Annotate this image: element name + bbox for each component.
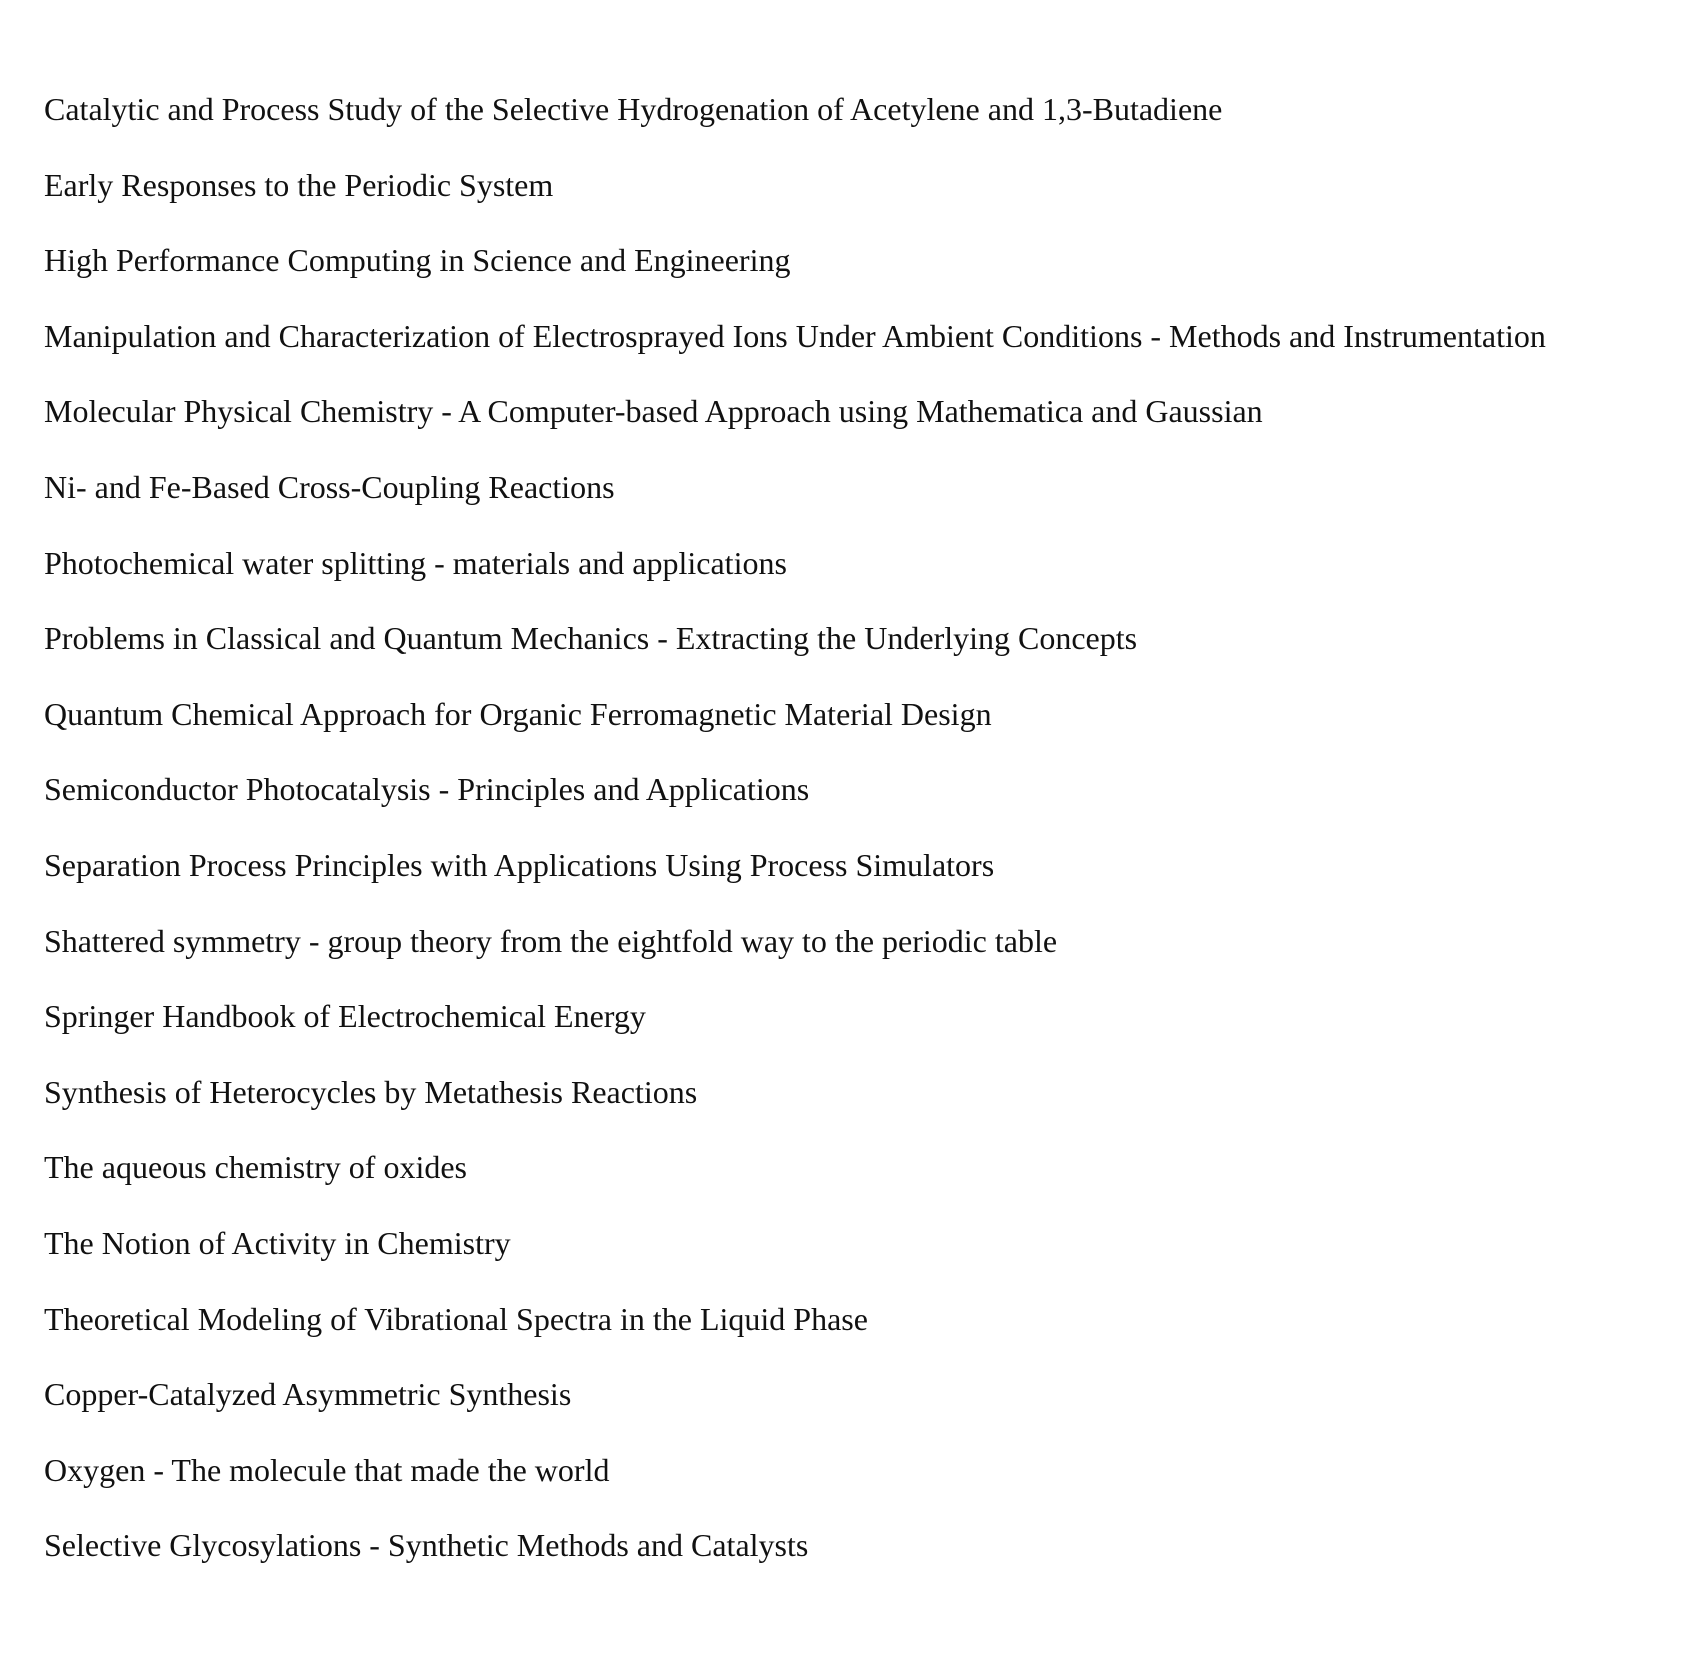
list-item: Manipulation and Characterization of Electrosprayed Ions Under Ambient Conditions - Methods and Instrumentation: [44, 317, 1546, 354]
list-item: Selective Glycosylations - Synthetic Methods and Catalysts: [44, 1527, 809, 1564]
list-item: Ni- and Fe-Based Cross-Coupling Reactions: [44, 468, 615, 505]
list-item: Early Responses to the Periodic System: [44, 166, 554, 203]
list-item: Copper-Catalyzed Asymmetric Synthesis: [44, 1376, 572, 1413]
list-item: The aqueous chemistry of oxides: [44, 1149, 467, 1186]
list-item: Springer Handbook of Electrochemical Energy: [44, 998, 646, 1035]
list-item: Molecular Physical Chemistry - A Computer-based Approach using Mathematica and Gaussian: [44, 393, 1263, 430]
list-item: Catalytic and Process Study of the Selective Hydrogenation of Acetylene and 1,3-Butadiene: [44, 91, 1223, 127]
list-item: The Notion of Activity in Chemistry: [44, 1224, 511, 1261]
list-item: Separation Process Principles with Applications Using Process Simulators: [44, 846, 995, 883]
list-item: High Performance Computing in Science and Engineering: [44, 242, 791, 279]
list-item: Theoretical Modeling of Vibrational Spectra in the Liquid Phase: [44, 1300, 868, 1337]
list-item: Photochemical water splitting - materials and applications: [44, 544, 787, 581]
list-item: Shattered symmetry - group theory from the eightfold way to the periodic table: [44, 922, 1058, 959]
list-item: Quantum Chemical Approach for Organic Ferromagnetic Material Design: [44, 695, 992, 732]
list-item: Oxygen - The molecule that made the world: [44, 1451, 610, 1488]
list-item: Synthesis of Heterocycles by Metathesis Reactions: [44, 1073, 698, 1110]
list-item: Semiconductor Photocatalysis - Principles and Applications: [44, 771, 810, 808]
book-title-list: [44, 90, 1546, 1602]
list-item: Problems in Classical and Quantum Mechanics - Extracting the Underlying Concepts: [44, 620, 1138, 657]
